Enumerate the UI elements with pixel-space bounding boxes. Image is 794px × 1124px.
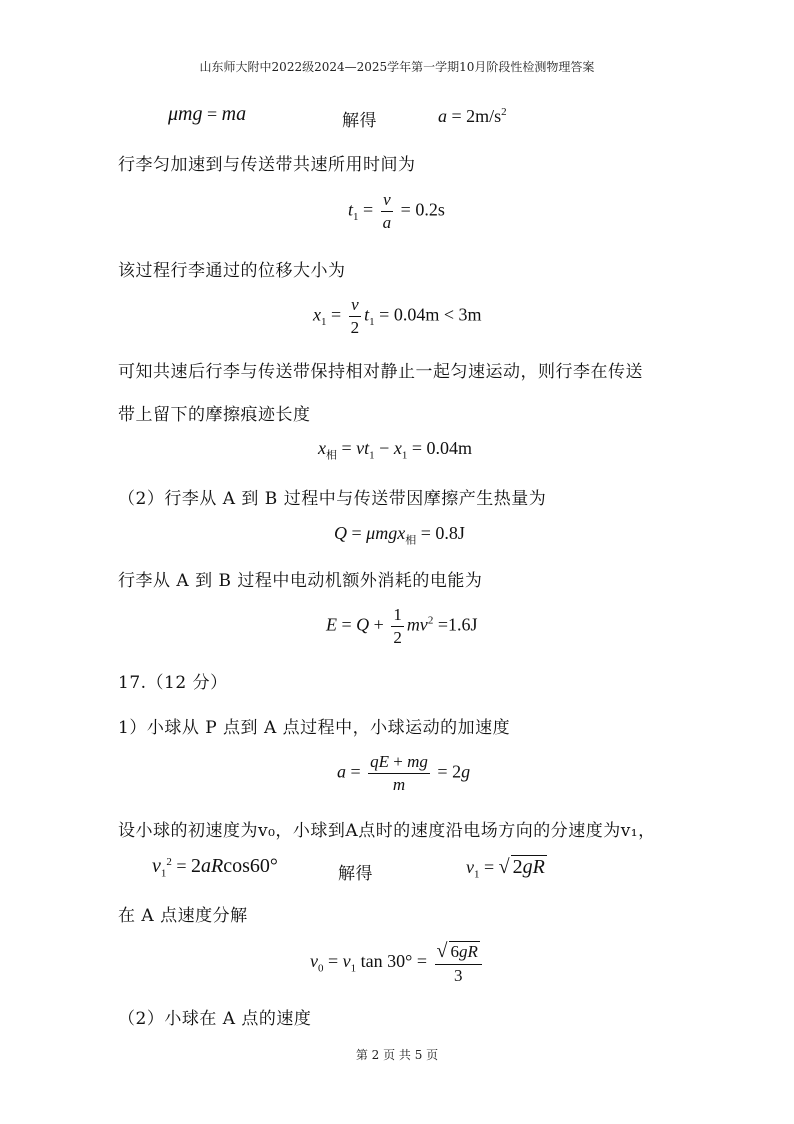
solve-label-2: 解得 [338,864,373,884]
result-acceleration: $a = 2m/s^2$ [438,106,507,126]
text-displacement: 该过程行李通过的位移大小为 [118,261,346,281]
question-17-heading: 17.（12 分） [118,673,228,693]
text-initial-velocity: 设小球的初速度为v₀，小球到A点时的速度沿电场方向的分速度为v₁， [118,821,656,841]
page-header: 山东师大附中2022级2024—2025学年第一学期10月阶段性检测物理答案 [199,60,595,74]
equation-x-relative: $x_相 = vt_1 - x_1 = 0.04m$ [318,438,472,462]
text-part1-acceleration: 1）小球从 P 点到 A 点过程中，小球运动的加速度 [118,718,511,738]
page-footer: 第 2 页 共 5 页 [355,1048,439,1062]
text-part2-velocity-at-a: （2）小球在 A 点的速度 [118,1009,312,1029]
equation-v1-squared: $v_1^2 = 2aRcos60^\circ$ [152,855,278,880]
text-electric-energy: 行李从 A 到 B 过程中电动机额外消耗的电能为 [118,571,483,591]
solve-label-1: 解得 [342,111,377,131]
equation-friction: μmg = ma [168,103,247,125]
equation-ball-acceleration: a = $\frac{qE + mg}{m}$ = 2g [337,752,471,794]
equation-t1: $t_1$ = $\frac{v}{a}$ = 0.2s [348,190,445,232]
text-part2-heat: （2）行李从 A 到 B 过程中与传送带因摩擦产生热量为 [118,489,547,509]
text-velocity-decomposition: 在 A 点速度分解 [118,906,248,926]
equation-heat: Q = μmgx$_相$ = 0.8J [334,523,465,547]
text-time-to-common-speed: 行李匀加速到与传送带共速所用时间为 [118,155,416,175]
text-conclusion: 可知共速后行李与传送带保持相对静止一起匀速运动，则行李在传送 [118,362,643,382]
equation-energy: E = Q + $\frac{1}{2}$ $mv^2 =1.6J$ [326,605,478,647]
text-trace-length: 带上留下的摩擦痕迹长度 [118,405,311,425]
equation-x1: $x_1$ = $\frac{v}{2}$ $t_1 = 0.04m < 3m$ [313,295,482,337]
equation-v0: $v_0 = v_1$ tan 30° = $\frac{√ 6gR}{3}$ [310,940,485,986]
result-v1: $v_1$ = √ 2gR [466,856,545,881]
